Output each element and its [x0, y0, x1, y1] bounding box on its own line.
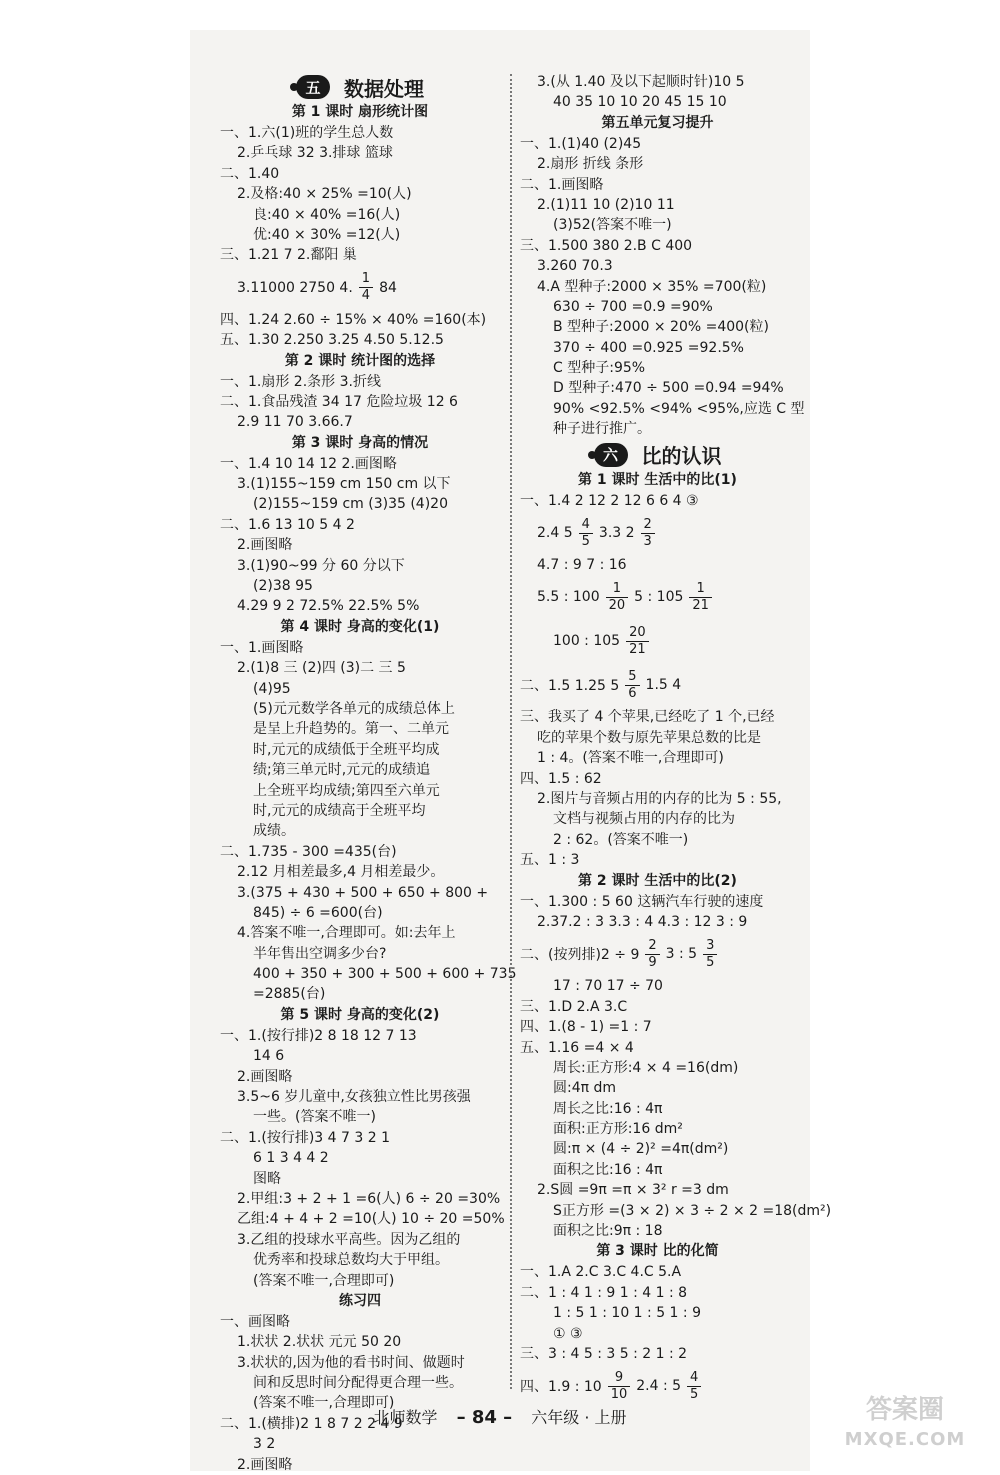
fraction	[641, 517, 655, 550]
answer-line: 3 2	[253, 1436, 276, 1453]
fraction-numerator: 20	[629, 624, 646, 640]
answer-line: 面积:正方形:16 dm²	[553, 1121, 683, 1138]
answer-line	[520, 932, 795, 976]
answer-line: 四、1.5 : 62	[520, 770, 602, 787]
answer-text: 二、1.5 1.25 5	[520, 678, 620, 695]
answer-line: 三、1.21 7 2.鄱阳 巢	[220, 247, 357, 264]
answer-text: 二、(按列排)2 ÷ 9	[520, 947, 640, 964]
answer-line: 时,元元的成绩高于全班平均	[253, 802, 426, 819]
answer-line: 一、1.画图略	[220, 639, 304, 656]
answer-line: 630 ÷ 700 =0.9 =90%	[553, 298, 713, 315]
answer-line: 优秀率和投球总数均大于甲组。	[253, 1252, 449, 1269]
answer-line: 三、1.500 380 2.B C 400	[520, 237, 693, 254]
answer-line: 1.状状 2.状状 元元 50 20	[237, 1334, 402, 1351]
answer-line: 优:40 × 30% =12(人)	[253, 226, 401, 243]
answer-line: (5)元元数学各单元的成绩总体上	[253, 700, 455, 717]
answer-line: 一、1.4 2 12 2 12 6 6 4 ③	[520, 492, 699, 509]
answer-column-right	[520, 72, 832, 1408]
fraction-denominator: 9	[645, 954, 659, 971]
watermark-url: MXQE.COM	[844, 1429, 966, 1450]
lesson-title: 第 2 课时 生活中的比(2)	[578, 872, 737, 889]
lesson-title: 第 4 课时 身高的变化(1)	[280, 618, 440, 635]
answer-line: 90% <92.5% <94% <95%,应选 C 型	[553, 400, 805, 417]
answer-line: 良:40 × 40% =16(人)	[253, 206, 401, 223]
answer-line: 成绩。	[253, 823, 295, 840]
answer-text: 5 : 105	[634, 589, 684, 606]
fraction-numerator: 9	[614, 1369, 624, 1385]
answer-line: 400 + 350 + 300 + 500 + 600 + 735	[253, 966, 517, 983]
fraction	[579, 517, 593, 550]
answer-line: 2.(1)11 10 (2)10 11	[537, 196, 675, 213]
answer-line: 370 ÷ 400 =0.925 =92.5%	[553, 339, 744, 356]
lesson-title: 第 3 课时 比的化简	[596, 1243, 719, 1260]
answer-line: 4.答案不唯一,合理即可。如:去年上	[237, 925, 456, 942]
column-divider	[510, 74, 512, 1389]
answer-text: 3.11000 2750 4.	[237, 279, 353, 296]
answer-line: 周长:正方形:4 × 4 =16(dm)	[553, 1059, 739, 1076]
answer-text: 2.4 5	[537, 525, 573, 542]
fraction	[687, 1370, 701, 1403]
answer-line: 2.画图略	[237, 1456, 293, 1473]
answer-text: 5.5 : 100	[537, 589, 600, 606]
answer-line: 3.5~6 岁儿童中,女孩独立性比男孩强	[237, 1089, 471, 1106]
answer-line	[220, 266, 500, 310]
fraction-denominator: 6	[625, 685, 639, 702]
answer-column-left	[220, 72, 517, 1475]
answer-line: 图略	[253, 1170, 281, 1187]
fraction-numerator: 3	[706, 937, 715, 953]
answer-line	[520, 1364, 795, 1408]
lesson-title: 第 3 课时 身高的情况	[291, 434, 429, 451]
answer-line: 4.7 : 9 7 : 16	[537, 557, 627, 574]
answer-line: 时,元元的成绩低于全班平均成	[253, 741, 440, 758]
answer-line: 2.图片与音频占用的内存的比为 5 : 55,	[537, 790, 782, 807]
fraction	[359, 271, 373, 304]
answer-line: 文档与视频占用的内存的比为	[553, 811, 735, 828]
fraction	[689, 581, 712, 614]
answer-line: (4)95	[253, 680, 291, 697]
fraction-numerator: 2	[643, 516, 652, 532]
fraction-denominator: 5	[687, 1386, 701, 1403]
answer-line: 面积之比:16 : 4π	[553, 1161, 663, 1178]
answer-line: 周长之比:16 : 4π	[553, 1100, 663, 1117]
answer-line: 圆:π × (4 ÷ 2)² =4π(dm²)	[553, 1141, 729, 1158]
answer-line: 4.29 9 2 72.5% 22.5% 5%	[237, 598, 420, 615]
answer-line: 2.9 11 70 3.66.7	[237, 414, 353, 431]
answer-line: D 型种子:470 ÷ 500 =0.94 =94%	[553, 380, 784, 397]
answer-line: 2 : 62。(答案不唯一)	[553, 831, 689, 848]
answer-line: 一、1.300 : 5 60 这辆汽车行驶的速度	[520, 893, 764, 910]
unit-badge: 六	[594, 443, 628, 467]
answer-text: 3 : 5	[665, 946, 698, 963]
answer-line	[520, 511, 795, 555]
answer-line: 五、1.30 2.250 3.25 4.50 5.12.5	[220, 332, 444, 349]
fraction-numerator: 1	[696, 580, 705, 596]
answer-line: 4.A 型种子:2000 × 35% =700(粒)	[537, 278, 767, 295]
answer-line: 圆:4π dm	[553, 1080, 617, 1097]
answer-line: (2)155~159 cm (3)35 (4)20	[253, 496, 448, 513]
answer-line	[520, 663, 795, 707]
watermark-text: 答案圈	[865, 1395, 944, 1425]
answer-line: 四、1.(8 - 1) =1 : 7	[520, 1019, 652, 1036]
answer-line	[520, 619, 795, 663]
answer-line: 2.甲组:3 + 2 + 1 =6(人) 6 ÷ 20 =30%	[237, 1190, 501, 1207]
answer-line: 2.12 月相差最多,4 月相差最少。	[237, 864, 445, 881]
answer-line: 2.(1)8 三 (2)四 (3)二 三 5	[237, 660, 406, 677]
answer-text: 100 : 105	[553, 633, 621, 650]
fraction-numerator: 1	[612, 580, 622, 596]
answer-line: 2.乒乓球 32 3.排球 篮球	[237, 145, 393, 162]
fraction-numerator: 5	[628, 668, 637, 684]
answer-line: S正方形 =(3 × 2) × 3 ÷ 2 × 2 =18(dm²)	[553, 1202, 832, 1219]
unit-title: 数据处理	[344, 76, 424, 101]
answer-line: 1 : 5 1 : 10 1 : 5 1 : 9	[553, 1305, 701, 1322]
answer-line: ① ③	[553, 1325, 583, 1342]
answer-line	[520, 575, 795, 619]
lesson-title: 第 5 课时 身高的变化(2)	[280, 1006, 440, 1023]
fraction-denominator: 5	[579, 533, 593, 550]
unit-heading	[520, 440, 795, 470]
fraction-numerator: 4	[690, 1369, 699, 1385]
lesson-title: 第 1 课时 扇形统计图	[291, 104, 429, 120]
answer-line: C 型种子:95%	[553, 360, 646, 377]
fraction	[625, 669, 639, 702]
lesson-title: 第 2 课时 统计图的选择	[284, 352, 436, 369]
answer-line: 一、画图略	[220, 1313, 290, 1330]
answer-line: 是呈上升趋势的。第一、二单元	[253, 721, 449, 738]
lesson-title: 第五单元复习提升	[601, 114, 714, 131]
answer-line: 一、1.A 2.C 3.C 4.C 5.A	[520, 1264, 682, 1281]
answer-line: 二、1.(按行排)3 4 7 3 2 1	[220, 1129, 390, 1146]
answer-line: 3.(1)155~159 cm 150 cm 以下	[237, 476, 451, 493]
answer-line: 四、1.24 2.60 ÷ 15% × 40% =160(本)	[220, 311, 487, 328]
fraction-denominator: 4	[359, 287, 373, 304]
footer-grade: 六年级 · 上册	[531, 1408, 627, 1427]
answer-line: =2885(台)	[253, 986, 326, 1003]
answer-line: (3)52(答案不唯一)	[553, 217, 672, 234]
answer-line: 3.乙组的投球水平高些。因为乙组的	[237, 1231, 461, 1248]
answer-line: 3.(375 + 430 + 500 + 650 + 800 +	[237, 884, 489, 901]
answer-line: 2.画图略	[237, 1068, 293, 1085]
fraction	[626, 625, 649, 658]
fraction-denominator: 20	[606, 597, 629, 614]
answer-text: 3.3 2	[598, 525, 635, 542]
answer-line: 二、1.40	[220, 165, 280, 182]
answer-line: 一、1.六(1)班的学生总人数	[220, 125, 394, 141]
answer-line: 半年售出空调多少台?	[253, 945, 387, 962]
fraction-denominator: 21	[626, 641, 649, 658]
answer-line: 乙组:4 + 4 + 2 =10(人) 10 ÷ 20 =50%	[237, 1211, 505, 1228]
answer-line: 40 35 10 10 20 45 15 10	[553, 94, 727, 111]
answer-line: 2.及格:40 × 25% =10(人)	[237, 186, 412, 203]
answer-line: 种子进行推广。	[553, 421, 651, 438]
answer-line: 二、1.735 - 300 =435(台)	[220, 843, 397, 860]
answer-line: 3.(从 1.40 及以下起顺时针)10 5	[537, 74, 745, 90]
answer-line: 17 : 70 17 ÷ 70	[553, 978, 663, 995]
answer-line: 二、1.6 13 10 5 4 2	[220, 516, 355, 533]
fraction	[703, 938, 717, 971]
answer-line: 面积之比:9π : 18	[553, 1223, 663, 1240]
answer-line: 2.37.2 : 3 3.3 : 4 4.3 : 12 3 : 9	[537, 913, 748, 930]
answer-line: 3.(1)90~99 分 60 分以下	[237, 557, 405, 574]
answer-line: 二、1 : 4 1 : 9 1 : 4 1 : 8	[520, 1284, 688, 1301]
answer-line: (答案不唯一,合理即可)	[253, 1395, 395, 1412]
answer-line: 一、1.4 10 14 12 2.画图略	[220, 455, 397, 472]
answer-line: 2.画图略	[237, 537, 293, 554]
answer-line: 上全班平均成绩;第四至六单元	[253, 782, 440, 799]
footer-subject: 北师数学	[373, 1408, 438, 1427]
watermark-logo	[820, 1395, 990, 1465]
answer-line: 2.S圆 =9π =π × 3² r =3 dm	[537, 1182, 729, 1199]
lesson-title: 练习四	[339, 1292, 381, 1309]
fraction-denominator: 21	[689, 597, 712, 614]
answer-line: B 型种子:2000 × 20% =400(粒)	[553, 319, 769, 336]
fraction	[606, 581, 629, 614]
fraction	[645, 938, 659, 971]
answer-line: 2.扇形 折线 条形	[537, 156, 644, 173]
answer-line: 一、1.(按行排)2 8 18 12 7 13	[220, 1027, 417, 1044]
unit-badge: 五	[296, 75, 330, 99]
answer-line: 一些。(答案不唯一)	[253, 1109, 376, 1126]
answer-line: 一、1.扇形 2.条形 3.折线	[220, 373, 381, 390]
answer-line: 间和反思时间分配得更合理一些。	[253, 1375, 463, 1392]
fraction-numerator: 2	[648, 937, 657, 953]
answer-line: 三、3 : 4 5 : 3 5 : 2 1 : 2	[520, 1345, 688, 1362]
answer-line: (2)38 95	[253, 578, 313, 595]
answer-line: 3.状状的,因为他的看书时间、做题时	[237, 1354, 465, 1371]
answer-line: 绩;第三单元时,元元的成绩追	[253, 762, 431, 779]
answer-text: 84	[379, 279, 397, 296]
fraction-denominator: 5	[703, 954, 717, 971]
lesson-title: 第 1 课时 生活中的比(1)	[578, 471, 737, 488]
fraction	[608, 1370, 631, 1403]
fraction-numerator: 4	[581, 516, 590, 532]
answer-line: 二、1.(横排)2 1 8 7 2 2 4 9	[220, 1415, 403, 1432]
answer-line: 五、1.16 =4 × 4	[520, 1039, 634, 1056]
answer-line: 二、1.食品残渣 34 17 危险垃圾 12 6	[220, 393, 458, 410]
answer-line: 845) ÷ 6 =600(台)	[253, 904, 383, 921]
answer-line: 吃的苹果个数与原先苹果总数的比是	[537, 729, 761, 746]
unit-title: 比的认识	[641, 444, 722, 469]
answer-line: 二、1.画图略	[520, 176, 604, 193]
answer-line: 三、我买了 4 个苹果,已经吃了 1 个,已经	[520, 709, 775, 726]
answer-text: 2.4 : 5	[636, 1378, 682, 1395]
answer-line: 14 6	[253, 1048, 285, 1065]
fraction-numerator: 1	[361, 271, 371, 287]
answer-line: 一、1.(1)40 (2)45	[520, 135, 642, 152]
answer-line: 五、1 : 3	[520, 852, 580, 869]
answer-line: (答案不唯一,合理即可)	[253, 1272, 395, 1289]
unit-heading	[220, 72, 500, 102]
answer-text: 1.5 4	[645, 677, 682, 694]
fraction-denominator: 3	[641, 533, 655, 550]
answer-line: 3.260 70.3	[537, 258, 613, 275]
page-number: – 84 –	[456, 1407, 513, 1428]
answer-line: 1 : 4。(答案不唯一,合理即可)	[537, 750, 724, 767]
fraction-denominator: 10	[608, 1386, 631, 1403]
answer-line: 三、1.D 2.A 3.C	[520, 998, 628, 1015]
answer-line: 6 1 3 4 4 2	[253, 1150, 329, 1167]
answer-text: 四、1.9 : 10	[520, 1379, 602, 1396]
